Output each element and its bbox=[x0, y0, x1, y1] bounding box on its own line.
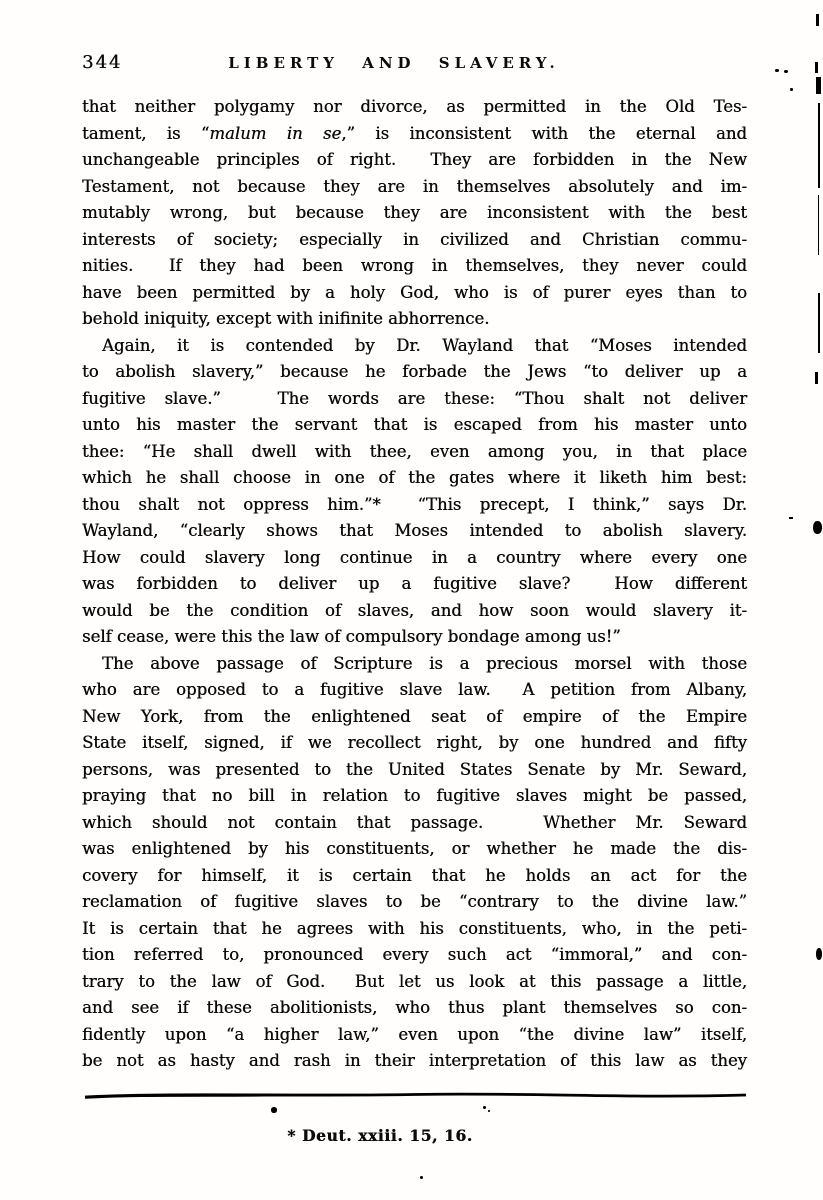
scan-edge-line bbox=[818, 103, 820, 188]
text-line bbox=[82, 200, 747, 227]
scan-speck bbox=[789, 517, 793, 519]
scan-edge-mark bbox=[815, 62, 818, 73]
text-line bbox=[82, 995, 747, 1022]
scan-edge-mark bbox=[816, 77, 821, 94]
scan-speck bbox=[271, 1107, 277, 1113]
line-text: which should not contain that passage. Whether Mr. Seward bbox=[82, 812, 747, 832]
scan-ink-blot bbox=[813, 521, 822, 534]
line-text: unto his master the servant that is escaped from his master unto bbox=[82, 415, 747, 434]
text-line bbox=[82, 412, 747, 439]
line-text: was enlightened by his constituents, or whether he made the dis- bbox=[82, 839, 747, 858]
text-line bbox=[82, 783, 747, 810]
line-text: New York, from the enlightened seat of empire of the Empire bbox=[82, 706, 747, 726]
scan-ink-blot bbox=[816, 948, 822, 960]
line-text: who are opposed to a fugitive slave law. A petition from Albany, bbox=[82, 680, 747, 699]
text-line bbox=[82, 969, 747, 996]
text-line bbox=[82, 1022, 747, 1049]
scan-speck bbox=[483, 1106, 486, 1109]
line-text: Testament, not because they are in themselves absolutely and im- bbox=[82, 176, 747, 196]
line-text: tament, is “ bbox=[82, 123, 210, 143]
text-line bbox=[82, 147, 747, 174]
footnote-text: * Deut. xxiii. 15, 16. bbox=[287, 1126, 473, 1145]
text-line bbox=[82, 94, 747, 121]
line-text: How could slavery long continue in a country where every one bbox=[82, 547, 747, 567]
scan-edge-mark bbox=[816, 14, 819, 26]
text-line bbox=[82, 439, 747, 466]
line-text: mutably wrong, but because they are inconsistent with the best bbox=[82, 203, 747, 222]
text-line bbox=[82, 677, 747, 704]
line-text: that neither polygamy nor divorce, as permitted in the Old Tes- bbox=[82, 97, 747, 116]
text-line bbox=[82, 253, 747, 280]
line-text: thou shalt not oppress him.”* “This precept, I think,” says Dr. bbox=[82, 494, 747, 514]
line-text: fidently upon “a higher law,” even upon “the divine law” itself, bbox=[82, 1024, 747, 1044]
text-line bbox=[82, 280, 747, 307]
text-line bbox=[82, 730, 747, 757]
scan-speck bbox=[488, 1110, 490, 1112]
text-line bbox=[82, 1048, 747, 1075]
scan-speck bbox=[790, 88, 793, 91]
text-line bbox=[82, 571, 747, 598]
scan-speck bbox=[784, 70, 788, 73]
text-line bbox=[82, 518, 747, 545]
scan-edge-line bbox=[818, 293, 820, 353]
text-line bbox=[82, 359, 747, 386]
text-line bbox=[82, 624, 747, 651]
line-text: trary to the law of God. But let us look at this passage a little, bbox=[82, 971, 747, 991]
text-line bbox=[82, 227, 747, 254]
text-line bbox=[82, 121, 747, 148]
line-text: self cease, were this the law of compulsory bondage among us!” bbox=[82, 627, 621, 646]
line-text: interests of society; especially in civilized and Christian commu- bbox=[82, 229, 747, 249]
line-text: thee: “He shall dwell with thee, even among you, in that place bbox=[82, 441, 747, 461]
scan-speck bbox=[775, 69, 779, 72]
running-title: LIBERTY AND SLAVERY. bbox=[228, 54, 560, 72]
line-text: behold iniquity, except with inifinite abhorrence. bbox=[82, 309, 490, 328]
line-text: was forbidden to deliver up a fugitive slave? How different bbox=[82, 574, 747, 593]
text-line bbox=[82, 545, 747, 572]
line-text: It is certain that he agrees with his constituents, who, in the peti- bbox=[82, 918, 747, 938]
line-text: to abolish slavery,” because he forbade the Jews “to deliver up a bbox=[82, 362, 747, 381]
line-text: reclamation of fugitive slaves to be “contrary to the divine law.” bbox=[82, 892, 747, 911]
text-line bbox=[82, 492, 747, 519]
line-text: unchangeable principles of right. They are forbidden in the New bbox=[82, 150, 747, 169]
page-body bbox=[82, 94, 747, 1075]
text-line bbox=[82, 598, 747, 625]
line-text: praying that no bill in relation to fugitive slaves might be passed, bbox=[82, 786, 747, 805]
page-number: 344 bbox=[82, 52, 123, 73]
italic-phrase: malum in se bbox=[209, 123, 342, 143]
text-line bbox=[82, 333, 747, 360]
text-line bbox=[82, 757, 747, 784]
text-line bbox=[82, 651, 747, 678]
line-text: would be the condition of slaves, and how soon would slavery it- bbox=[82, 600, 747, 620]
text-line bbox=[82, 386, 747, 413]
text-line bbox=[82, 863, 747, 890]
line-text: State itself, signed, if we recollect right, by one hundred and fifty bbox=[82, 733, 747, 752]
footnote-rule bbox=[84, 1089, 747, 1103]
line-text: be not as hasty and rash in their interpretation of this law as they bbox=[82, 1051, 747, 1070]
text-line bbox=[82, 836, 747, 863]
text-line bbox=[82, 465, 747, 492]
line-text: have been permitted by a holy God, who is of purer eyes than to bbox=[82, 282, 747, 302]
text-line bbox=[82, 306, 747, 333]
line-text: fugitive slave.” The words are these: “Thou shalt not deliver bbox=[82, 388, 747, 408]
scan-edge-mark bbox=[815, 372, 818, 384]
line-text: The above passage of Scripture is a precious morsel with those bbox=[102, 653, 747, 673]
line-text: ,” is inconsistent with the eternal and bbox=[341, 123, 747, 143]
scan-edge-line bbox=[818, 195, 819, 255]
text-line bbox=[82, 889, 747, 916]
line-text: covery for himself, it is certain that he holds an act for the bbox=[82, 865, 747, 885]
line-text: tion referred to, pronounced every such act “immoral,” and con- bbox=[82, 945, 747, 964]
scan-speck bbox=[420, 1176, 423, 1179]
line-text: nities. If they had been wrong in themselves, they never could bbox=[82, 256, 747, 275]
line-text: Again, it is contended by Dr. Wayland that “Moses intended bbox=[102, 335, 747, 355]
line-text: and see if these abolitionists, who thus plant themselves so con- bbox=[82, 998, 747, 1017]
text-line bbox=[82, 916, 747, 943]
text-line bbox=[82, 942, 747, 969]
line-text: persons, was presented to the United States Senate by Mr. Seward, bbox=[82, 759, 747, 779]
line-text: Wayland, “clearly shows that Moses intended to abolish slavery. bbox=[82, 521, 747, 540]
text-line bbox=[82, 704, 747, 731]
line-text: which he shall choose in one of the gates where it liketh him best: bbox=[82, 468, 747, 487]
text-line bbox=[82, 810, 747, 837]
text-line bbox=[82, 174, 747, 201]
